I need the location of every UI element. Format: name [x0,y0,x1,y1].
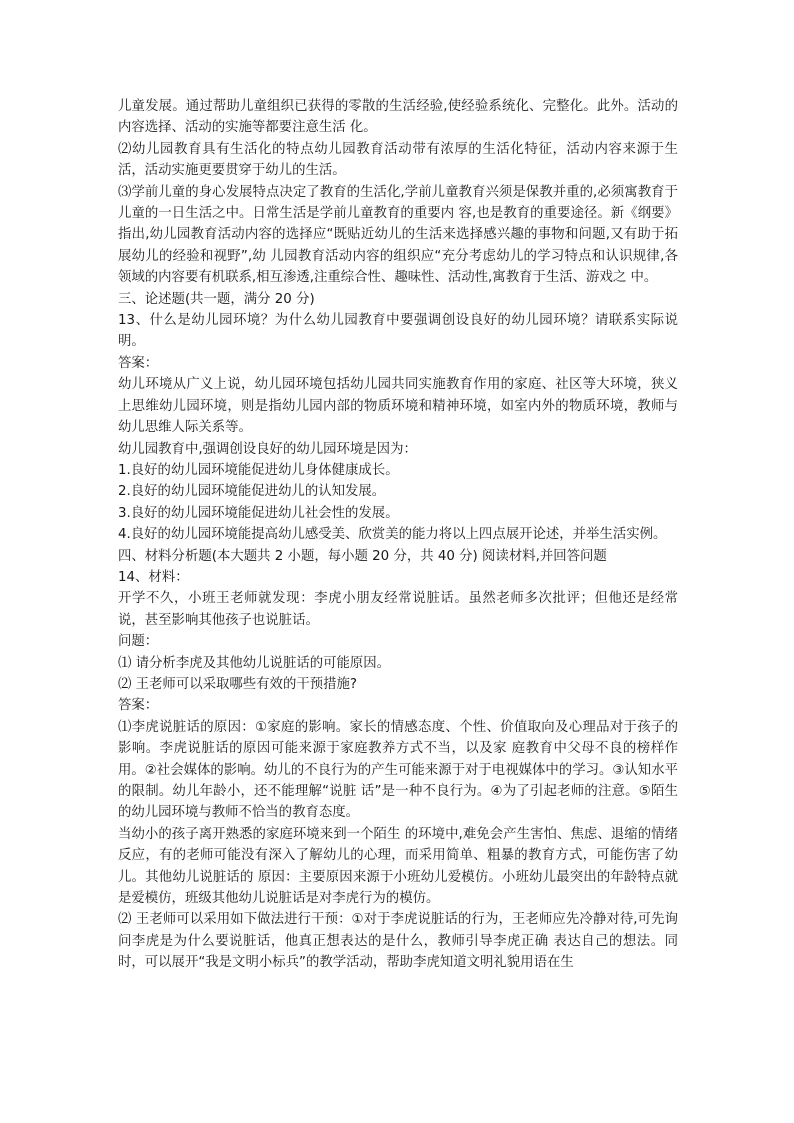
answer-label: 答案： [118,355,159,371]
section-heading-material-analysis: 四、材料分析题(本大题共 2 小题，每小题 20 分，共 40 分) 阅读材料,并回答问题 [118,548,607,564]
answer-label: 答案： [118,698,159,714]
document-page [118,96,678,974]
paragraph-point-3: ⑶学前儿童的身心发展特点决定了教育的生活化,学前儿童教育兴须是保教并重的,必须寓教育于儿童的一日生活之中。日常生活是学前儿童教育的重要内 容,也是教育的重要途径。新《纲要》指出,幼儿园教育活动内容的选择应“既贴近幼儿的生活来选择感兴趣的事物和问题,又有助于拓展幼儿的经验和视野”,幼 儿园教育活动内容的组织应“充分考虑幼儿的学习特点和认识规律,各领域的内容要有机联系,相互渗透,注重综合性、趣味性、活动性,寓教育于生活、游戏之 中。 [118,184,678,286]
paragraph-intro-continuation: 儿童发展。通过帮助儿童组织已获得的零散的生活经验,使经验系统化、完整化。此外。活动的内容选择、活动的实施等都要注意生活 化。 [118,99,678,136]
answer-13-reason-4: 4.良好的幼儿园环境能提高幼儿感受美、欣赏美的能力将以上四点展开论述，并举生活实例。 [118,527,667,543]
question-14-material: 开学不久，小班王老师就发现：李虎小朋友经常说脏话。虽然老师多次批评；但他还是经常说，甚至影响其他孩子也说脏话。 [118,591,678,628]
answer-14-part-1: ⑴李虎说脏话的原因：①家庭的影响。家长的情感态度、个性、价值取向及心理品对于孩子的影响。李虎说脏话的原因可能来源于家庭教养方式不当，以及家 庭教育中父母不良的榜样作用。②社会媒体的影响。幼儿的不良行为的产生可能来源于对于电视媒体中的学习。③认知水平的限制。幼儿年龄小，还不能理解“说脏 话”是一种不良行为。④为了引起老师的注意。⑤陌生的幼儿园环境与教师不恰当的教育态度。 [118,719,678,821]
answer-13-reason-2: 2.良好的幼儿园环境能促进幼儿的认知发展。 [118,484,386,500]
question-14-part-2: ⑵ 王老师可以采取哪些有效的干预措施? [118,676,358,692]
section-heading-essay: 三、论述题(共一题，满分 20 分) [118,291,315,307]
answer-14-part-2: ⑵ 王老师可以采用如下做法进行干预：①对于李虎说脏话的行为，王老师应先冷静对待,可先询问李虎是为什么要说脏话，他真正想表达的是什么，教师引导李虎正确 表达自己的想法。同时，可以展开“我是文明小标兵”的教学活动，帮助李虎知道文明礼貌用语在生 [118,912,678,971]
question-13: 13、什么是幼儿园环境？为什么幼儿园教育中要强调创设良好的幼儿园环境？请联系实际说明。 [118,313,678,350]
answer-13-reason-1: 1.良好的幼儿园环境能促进幼儿身体健康成长。 [118,462,399,478]
answer-13-definition: 幼儿环境从广义上说，幼儿园环境包括幼儿园共同实施教育作用的家庭、社区等大环境，狭义上思维幼儿园环境，则是指幼儿园内部的物质环境和精神环境，如室内外的物质环境，教师与幼儿思维人际关系等。 [118,377,678,436]
question-14-label: 14、材料： [118,569,189,585]
question-label: 问题： [118,634,159,650]
paragraph-point-2: ⑵幼儿园教育具有生活化的特点幼儿园教育活动带有浓厚的生活化特征，活动内容来源于生活，活动实施更要贯穿于幼儿的生活。 [118,141,678,179]
answer-13-reason-3: 3.良好的幼儿园环境能促进幼儿社会性的发展。 [118,505,399,521]
answer-14-part-1-continued: 当幼小的孩子离开熟悉的家庭环境来到一个陌生 的环境中,难免会产生害怕、焦虑、退缩的情绪反应，有的老师可能没有深入了解幼儿的心理，而采用简单、粗暴的教育方式，可能伤害了幼儿。其他幼儿说脏话的 原因：主要原因来源于小班幼儿爱模仿。小班幼儿最突出的年龄特点就是爱模仿，班级其他幼儿说脏话是对李虎行为的模仿。 [118,826,678,907]
answer-13-reason-intro: 幼儿园教育中,强调创设良好的幼儿园环境是因为： [118,441,417,457]
question-14-part-1: ⑴ 请分析李虎及其他幼儿说脏话的可能原因。 [118,655,391,671]
